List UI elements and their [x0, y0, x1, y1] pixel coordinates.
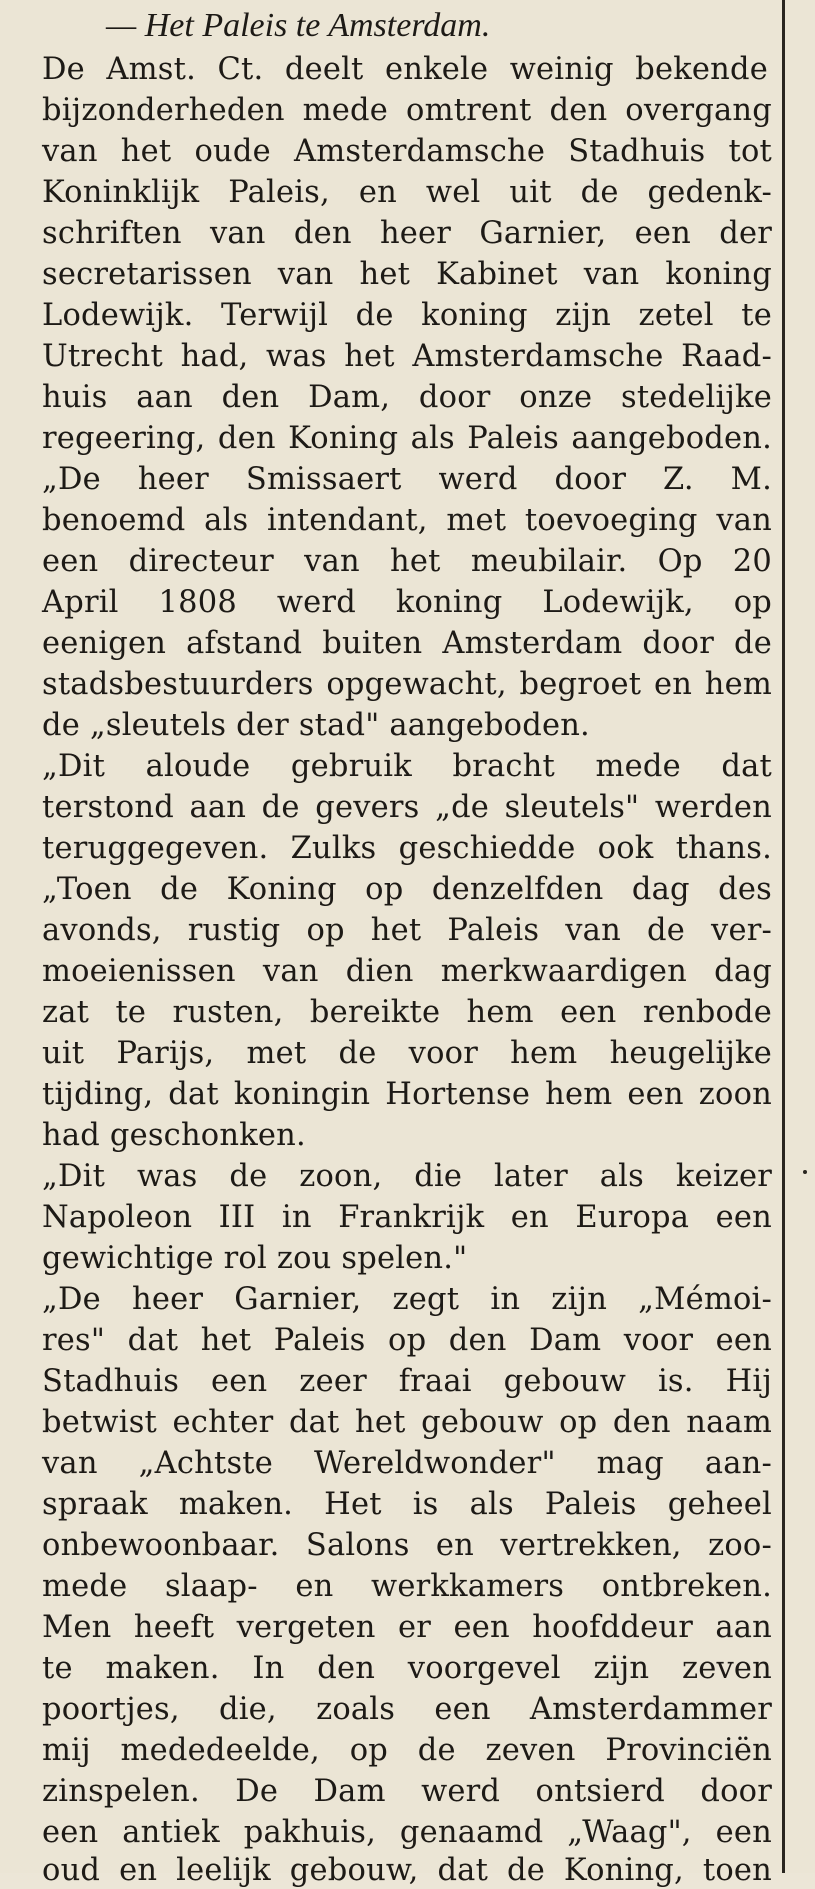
text-line: „Toen de Koning op denzelfden dag des	[42, 872, 772, 907]
text-line: de „sleutels der stad" aangeboden.	[42, 708, 590, 743]
text-line: mij mededeelde, op de zeven Provinciën	[42, 1733, 772, 1768]
text-line: Men heeft vergeten er een hoofddeur aan	[42, 1610, 772, 1645]
text-line: gewichtige rol zou spelen."	[42, 1241, 468, 1276]
text-line: Utrecht had, was het Amsterdamsche Raad-	[42, 339, 772, 374]
text-line: een directeur van het meubilair. Op 20	[42, 544, 772, 579]
text-line: Lodewijk. Terwijl de koning zijn zetel te	[42, 298, 772, 333]
text-line: terstond aan de gevers „de sleutels" werden	[42, 790, 772, 825]
text-line: schriften van den heer Garnier, een der	[42, 216, 772, 251]
text-line: poortjes, die, zoals een Amsterdammer	[42, 1692, 772, 1727]
text-line: te maken. In den voorgevel zijn zeven	[42, 1651, 772, 1686]
text-line: spraak maken. Het is als Paleis geheel	[42, 1487, 772, 1522]
text-line: zinspelen. De Dam werd ontsierd door	[42, 1774, 772, 1809]
text-line: benoemd als intendant, met toevoeging van	[42, 503, 772, 538]
text-line: De Amst. Ct. deelt enkele weinig bekende	[42, 52, 768, 87]
text-line: moeienissen van dien merkwaardigen dag	[42, 954, 772, 989]
text-line: bijzonderheden mede omtrent den overgang	[42, 93, 772, 128]
text-line: Koninklijk Paleis, en wel uit de gedenk-	[42, 175, 772, 210]
article-title: — Het Paleis te Amsterdam.	[106, 7, 491, 44]
text-line: tijding, dat koningin Hortense hem een zoon	[42, 1077, 772, 1112]
column-rule	[782, 0, 785, 1873]
text-line: April 1808 werd koning Lodewijk, op	[42, 585, 772, 620]
text-line: van het oude Amsterdamsche Stadhuis tot	[42, 134, 772, 169]
text-line: res" dat het Paleis op den Dam voor een	[42, 1323, 772, 1358]
text-line: oud en leelijk gebouw, dat de Koning, toen	[42, 1853, 772, 1888]
text-line: Napoleon III in Frankrijk en Europa een	[42, 1200, 772, 1235]
text-line: mede slaap- en werkkamers ontbreken.	[42, 1569, 772, 1604]
text-line: betwist echter dat het gebouw op den naam	[42, 1405, 772, 1440]
text-line: van „Achtste Wereldwonder" mag aan-	[42, 1446, 772, 1481]
text-line: had geschonken.	[42, 1118, 306, 1153]
text-line: „De heer Smissaert werd door Z. M.	[42, 462, 772, 497]
text-line: een antiek pakhuis, genaamd „Waag", een	[42, 1815, 772, 1850]
text-line: stadsbestuurders opgewacht, begroet en hem	[42, 667, 772, 702]
text-line: „Dit aloude gebruik bracht mede dat	[42, 749, 772, 784]
text-line: eenigen afstand buiten Amsterdam door de	[42, 626, 772, 661]
text-line: regeering, den Koning als Paleis aangeboden.	[42, 421, 772, 456]
text-line: uit Parijs, met de voor hem heugelijke	[42, 1036, 772, 1071]
text-line: Stadhuis een zeer fraai gebouw is. Hij	[42, 1364, 772, 1399]
text-line: avonds, rustig op het Paleis van de ver-	[42, 913, 772, 948]
text-line: zat te rusten, bereikte hem een renbode	[42, 995, 772, 1030]
text-line: onbewoonbaar. Salons en vertrekken, zoo-	[42, 1528, 772, 1563]
text-line: huis aan den Dam, door onze stedelijke	[42, 380, 772, 415]
text-line: teruggegeven. Zulks geschiedde ook thans.	[42, 831, 772, 866]
text-line: „De heer Garnier, zegt in zijn „Mémoi-	[42, 1282, 772, 1317]
print-speck	[803, 1170, 807, 1174]
text-line: secretarissen van het Kabinet van koning	[42, 257, 772, 292]
text-line: „Dit was de zoon, die later als keizer	[42, 1159, 772, 1194]
